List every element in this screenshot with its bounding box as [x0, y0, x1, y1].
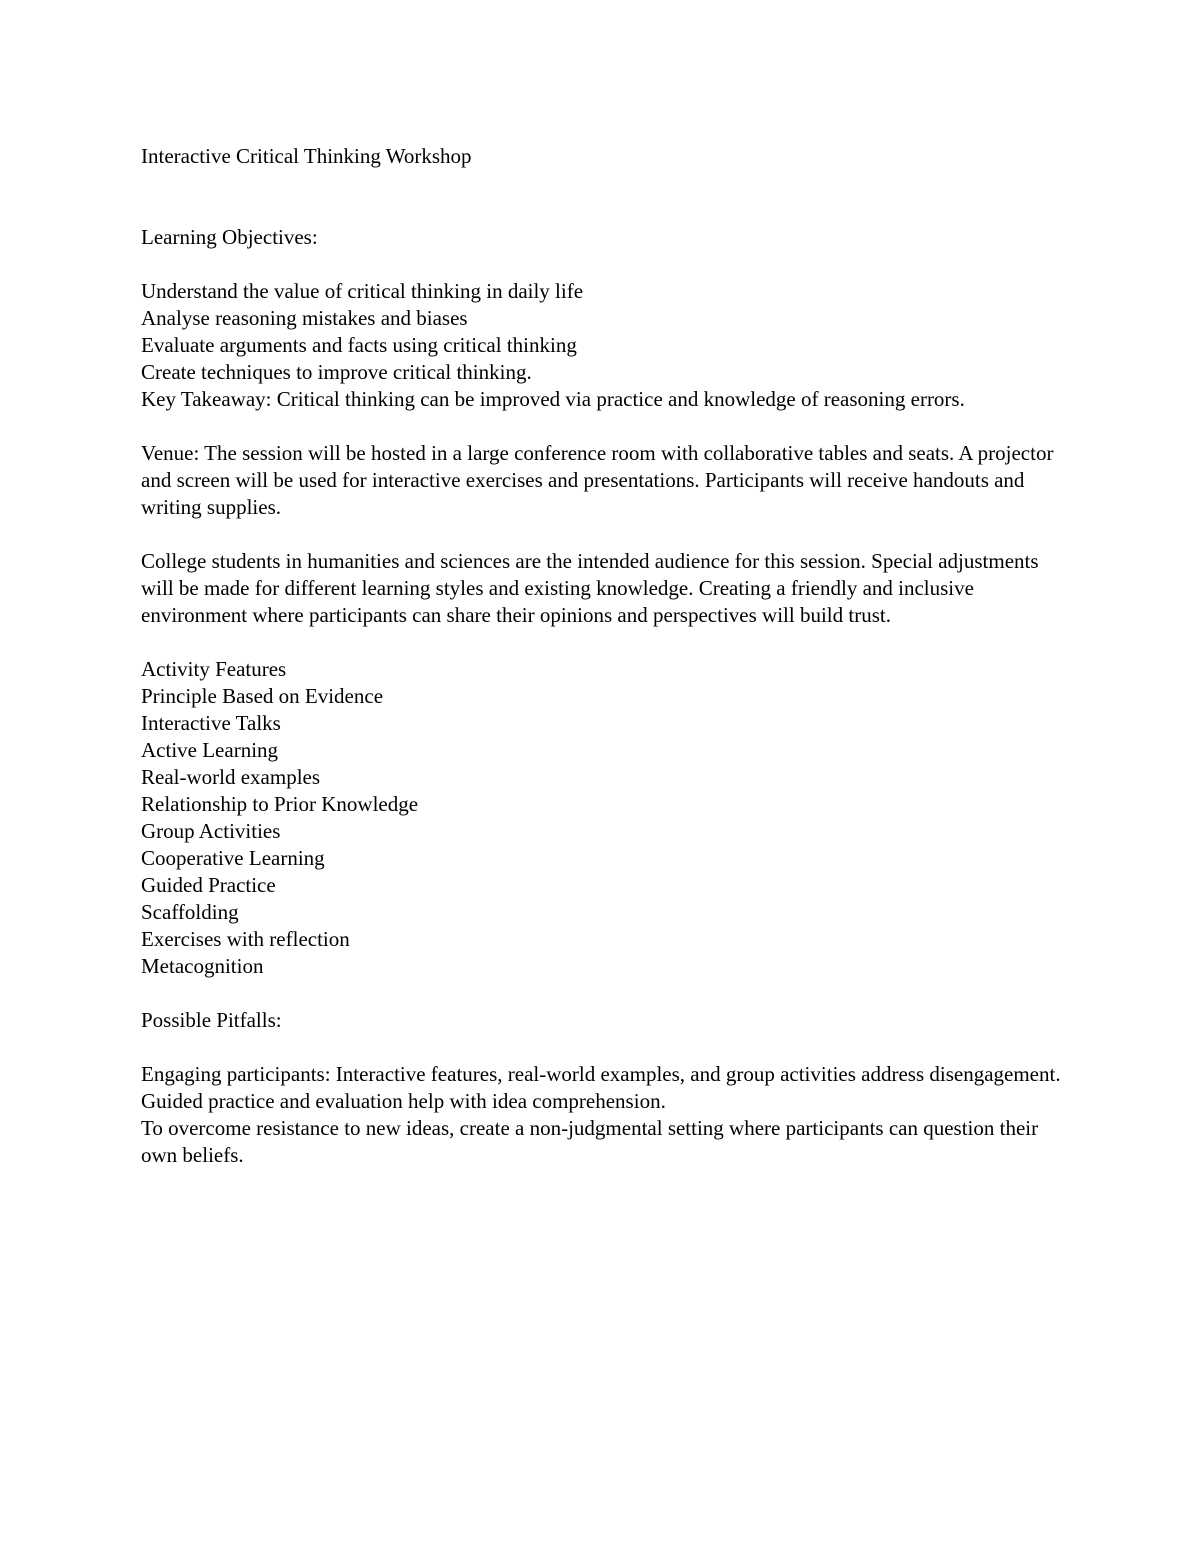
- feature-item: Real-world examples: [141, 765, 321, 789]
- spacer: [141, 980, 1071, 1007]
- pitfalls-heading: Possible Pitfalls:: [141, 1008, 282, 1032]
- objective-item: Create techniques to improve critical thinking.: [141, 360, 532, 384]
- spacer: [141, 413, 1071, 440]
- feature-item: Cooperative Learning: [141, 846, 325, 870]
- spacer: [141, 251, 1071, 278]
- objective-item: Evaluate arguments and facts using critical thinking: [141, 333, 577, 357]
- pitfall-item: Guided practice and evaluation help with idea comprehension.: [141, 1089, 666, 1113]
- feature-item: Group Activities: [141, 819, 281, 843]
- feature-item: Guided Practice: [141, 873, 276, 897]
- features-heading: Activity Features: [141, 657, 287, 681]
- document-title: Interactive Critical Thinking Workshop: [141, 144, 472, 168]
- feature-item: Principle Based on Evidence: [141, 684, 384, 708]
- audience-paragraph: College students in humanities and sciences are the intended audience for this session. Special adjustments will be made for different learning styles and existing knowledge. Creating a friendly and inclusive environment where participants can share their opinions and perspectives will build trust.: [141, 549, 1039, 627]
- venue-paragraph: Venue: The session will be hosted in a large conference room with collaborative tables and seats. A projector and screen will be used for interactive exercises and presentations. Participants will receive handouts and writing supplies.: [141, 441, 1054, 519]
- feature-item: Exercises with reflection: [141, 927, 350, 951]
- document-body: [141, 143, 1071, 1169]
- key-takeaway: Key Takeaway: Critical thinking can be improved via practice and knowledge of reasoning errors.: [141, 387, 965, 411]
- feature-item: Scaffolding: [141, 900, 239, 924]
- spacer: [141, 1034, 1071, 1061]
- spacer: [141, 170, 1071, 224]
- feature-item: Active Learning: [141, 738, 279, 762]
- spacer: [141, 521, 1071, 548]
- objective-item: Understand the value of critical thinking in daily life: [141, 279, 584, 303]
- objective-item: Analyse reasoning mistakes and biases: [141, 306, 468, 330]
- feature-item: Metacognition: [141, 954, 264, 978]
- feature-item: Relationship to Prior Knowledge: [141, 792, 419, 816]
- feature-item: Interactive Talks: [141, 711, 281, 735]
- pitfall-item: To overcome resistance to new ideas, create a non-judgmental setting where participants can question their own beliefs.: [141, 1116, 1039, 1167]
- spacer: [141, 629, 1071, 656]
- pitfall-item: Engaging participants: Interactive features, real-world examples, and group activities address disengagement.: [141, 1062, 1061, 1086]
- objectives-heading: Learning Objectives:: [141, 225, 318, 249]
